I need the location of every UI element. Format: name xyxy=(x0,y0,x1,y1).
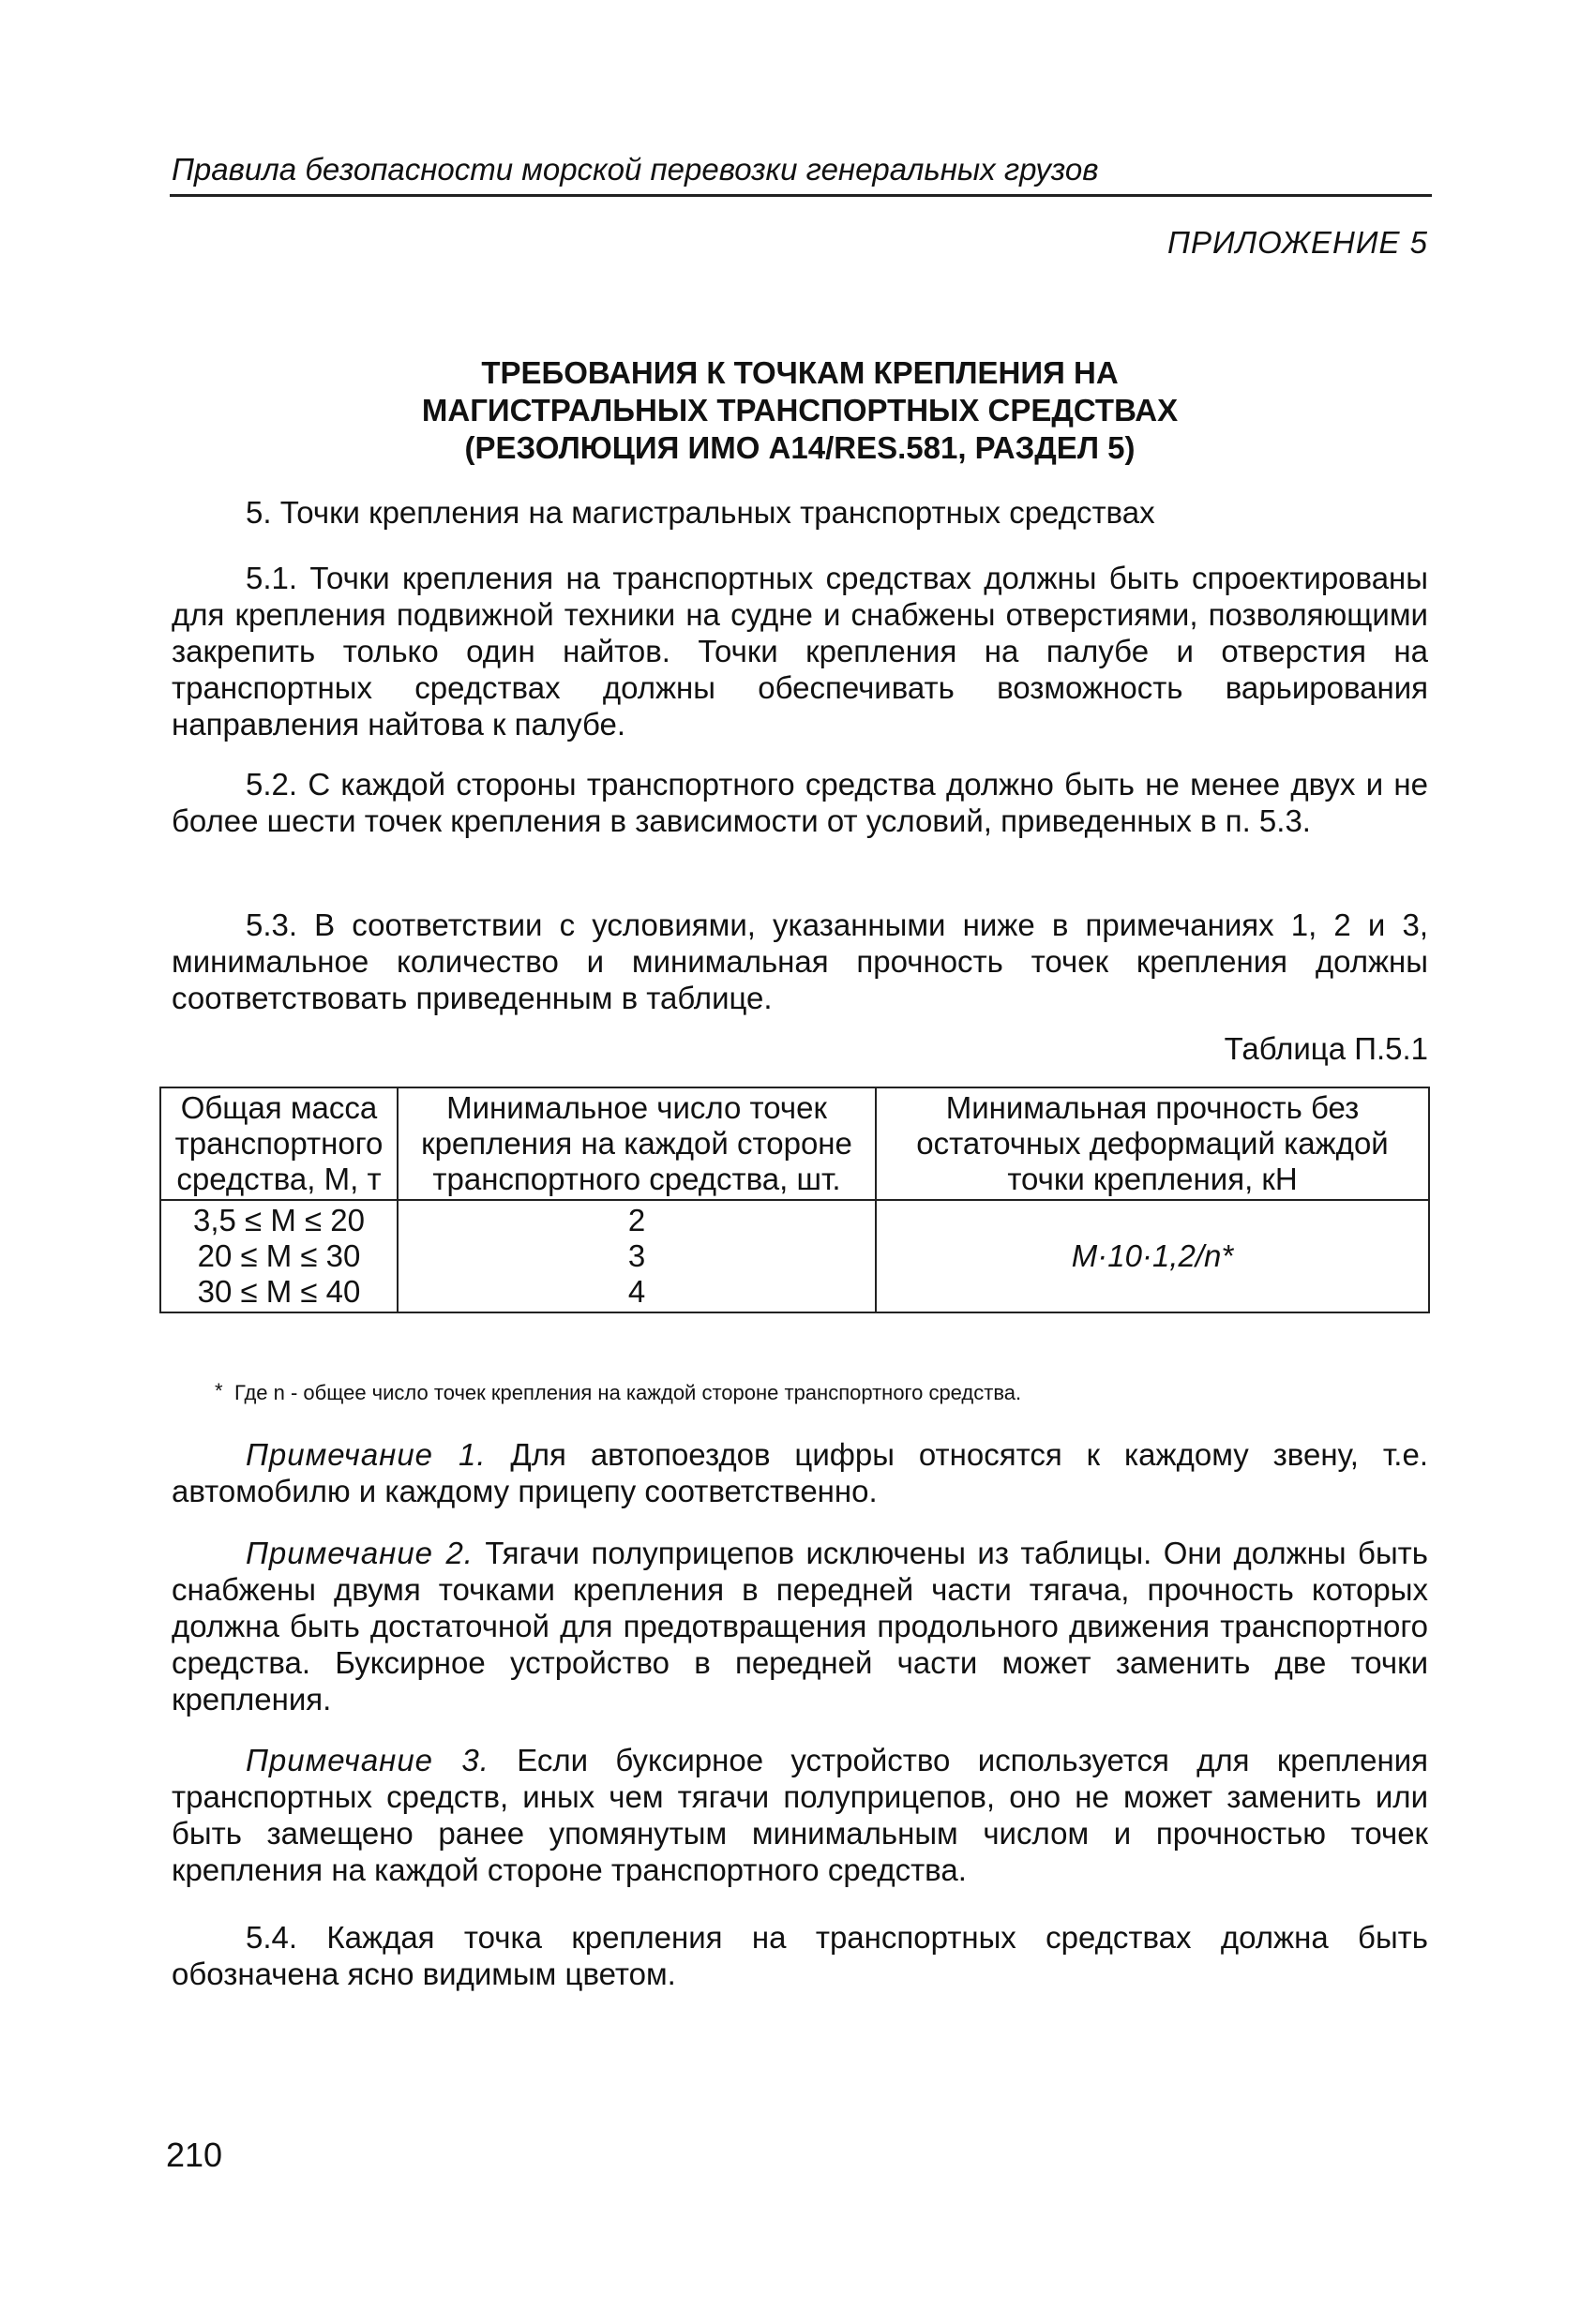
footnote-text: Где n - общее число точек крепления на каждой стороне транспортного средства. xyxy=(234,1381,1022,1404)
point-counts-cell xyxy=(398,1200,876,1312)
note-label: Примечание 1. xyxy=(246,1437,487,1472)
note-3 xyxy=(172,1742,1428,1888)
header-mass: Общая масса транспортного средства, М, т xyxy=(160,1087,398,1200)
note-label: Примечание 2. xyxy=(246,1536,474,1570)
title-line: МАГИСТРАЛЬНЫХ ТРАНСПОРТНЫХ СРЕДСТВАХ xyxy=(421,393,1179,427)
paragraph-5-4: 5.4. Каждая точка крепления на транспортных средствах должна быть обозначена ясно видимым цветом. xyxy=(172,1920,1428,1991)
running-header-title: Правила безопасности морской перевозки генеральных грузов xyxy=(172,152,1099,187)
document-title xyxy=(172,354,1428,467)
appendix-label: ПРИЛОЖЕНИЕ 5 xyxy=(1167,225,1428,260)
table-caption: Таблица П.5.1 xyxy=(1224,1031,1428,1066)
title-line: ТРЕБОВАНИЯ К ТОЧКАМ КРЕПЛЕНИЯ НА xyxy=(481,355,1119,390)
note-text: Если буксирное устройство используется для крепления транспортных средств, иных чем тягачи полуприцепов, оно не может заменить или быть замещено ранее упомянутым минимальным числом и прочностью точек крепления на каждой стороне транспортного средства. xyxy=(172,1743,1428,1887)
header-rule xyxy=(170,194,1432,197)
point-count: 3 xyxy=(627,1238,646,1273)
table-data-row xyxy=(160,1200,1429,1312)
mass-range: 20 ≤ M ≤ 30 xyxy=(197,1238,361,1273)
note-1 xyxy=(172,1436,1428,1509)
page-number: 210 xyxy=(166,2136,223,2174)
note-label: Примечание 3. xyxy=(246,1743,489,1777)
point-count: 2 xyxy=(627,1203,646,1237)
mass-range: 3,5 ≤ M ≤ 20 xyxy=(193,1203,365,1237)
strength-formula: M·10·1,2/n* xyxy=(876,1200,1429,1312)
header-strength: Минимальная прочность без остаточных деформаций каждой точки крепления, кН xyxy=(876,1087,1429,1200)
section-heading: 5. Точки крепления на магистральных транспортных средствах xyxy=(246,495,1155,530)
table-footnote xyxy=(215,1379,1407,1405)
note-text: Тягачи полуприцепов исключены из таблицы. Они должны быть снабжены двумя точками крепления в передней части тягача, прочность которых должна быть достаточной для предотвращения продольного движения транспортного средства. Буксирное устройство в передней части может заменить две точки крепления. xyxy=(172,1536,1428,1717)
note-2 xyxy=(172,1535,1428,1717)
anchor-points-table xyxy=(159,1087,1430,1313)
header-count: Минимальное число точек крепления на каждой стороне транспортного средства, шт. xyxy=(398,1087,876,1200)
title-line: (РЕЗОЛЮЦИЯ ИМО A14/RES.581, РАЗДЕЛ 5) xyxy=(464,430,1136,465)
footnote-marker: * xyxy=(215,1379,223,1402)
paragraph-5-2: 5.2. С каждой стороны транспортного средства должно быть не менее двух и не более шести точек крепления в зависимости от условий, приведенных в п. 5.3. xyxy=(172,767,1428,838)
paragraph-5-1: 5.1. Точки крепления на транспортных средствах должны быть спроектированы для крепления подвижной техники на судне и снабжены отверстиями, позволяющими закрепить только один найтов. Точки крепления на палубе и отверстия на транспортных средствах должны обеспечивать возможность варьирования направления найтова к палубе. xyxy=(172,561,1428,742)
point-count: 4 xyxy=(627,1274,646,1309)
mass-range: 30 ≤ M ≤ 40 xyxy=(197,1274,361,1309)
table-header-row xyxy=(160,1087,1429,1200)
note-text: Для автопоездов цифры относятся к каждому звену, т.е. автомобилю и каждому прицепу соответственно. xyxy=(172,1437,1428,1508)
mass-ranges-cell xyxy=(160,1200,398,1312)
paragraph-5-3: 5.3. В соответствии с условиями, указанными ниже в примечаниях 1, 2 и 3, минимальное количество и минимальная прочность точек крепления должны соответствовать приведенным в таблице. xyxy=(172,907,1428,1015)
